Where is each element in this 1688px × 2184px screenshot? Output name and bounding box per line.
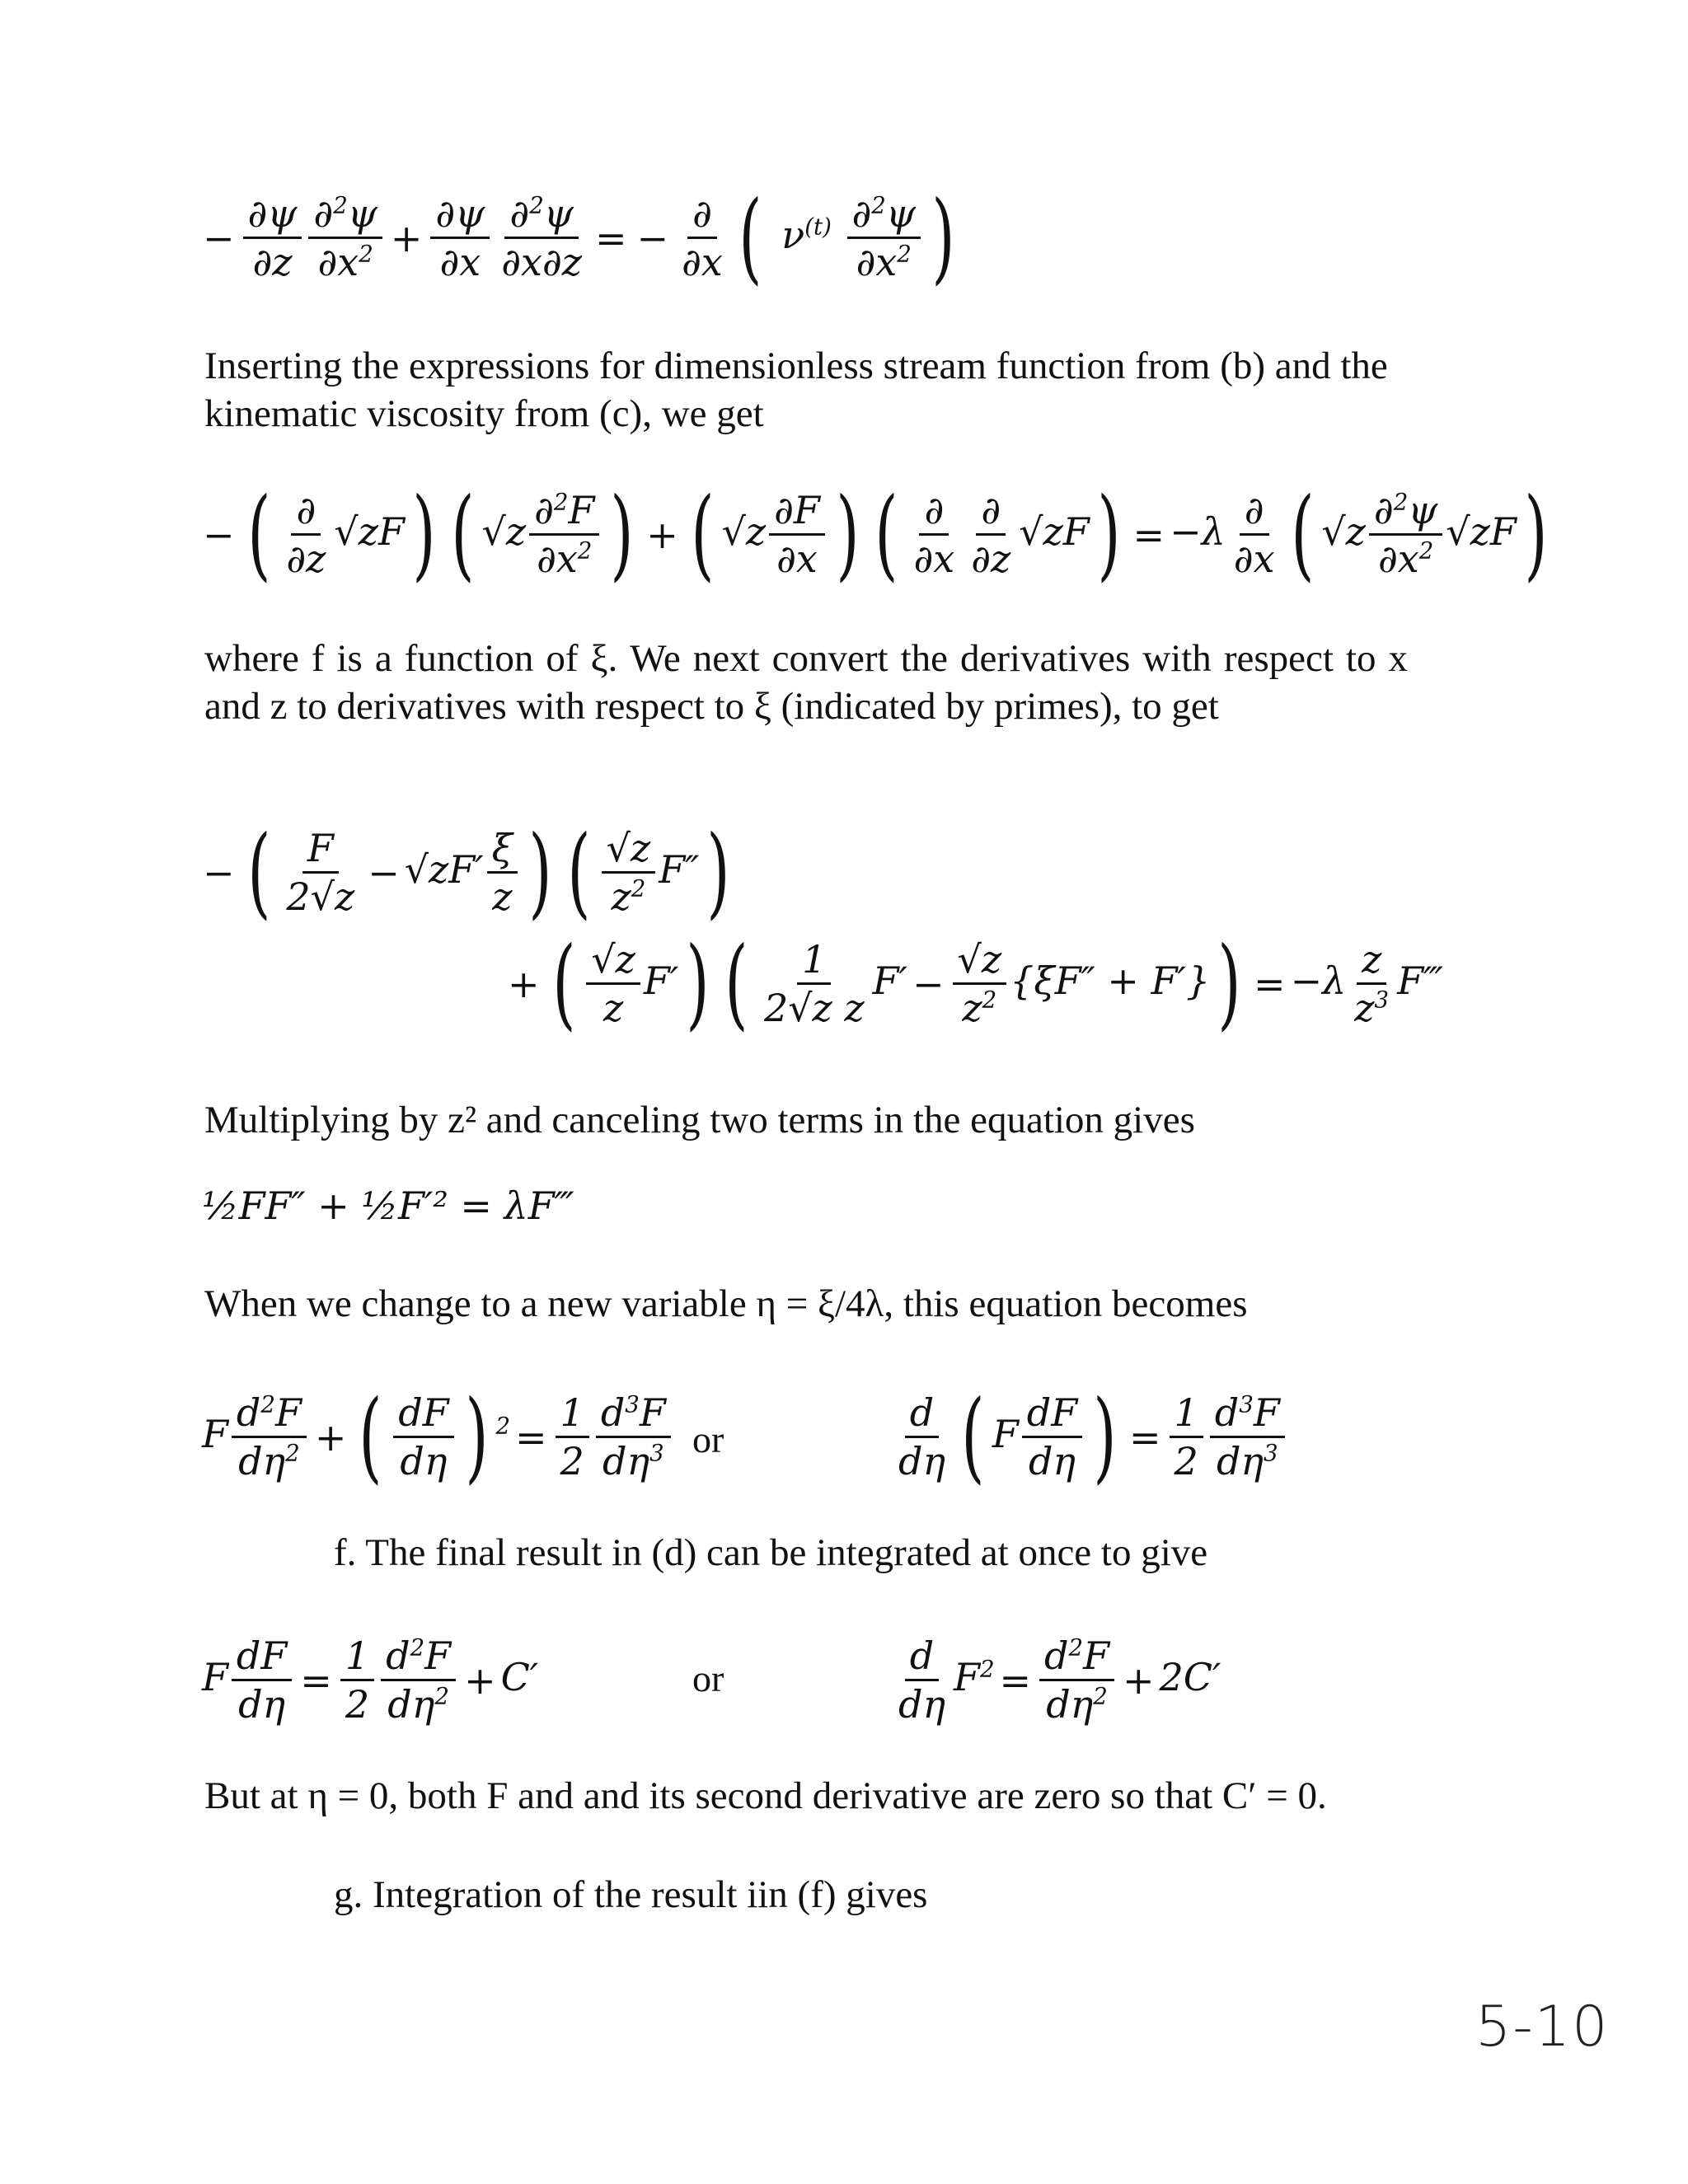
equation-integrated-left: F $\frac{dF}{d\eta}$ = $\frac{1}{2}$ $\frac{d^2F}{d\eta^2}$ + C′	[202, 1633, 539, 1727]
equation-substituted: − ( $\frac{\partial}{\partial z}$ √zF) ( √z $\frac{\partial^2F}{\partial x^2}$ ) + ( √z $\frac{\partial F}{\partial x}$ ) ( $\frac{\partial}{\partial x}$ $\frac{\partial}{\partial z}$ √zF) = −λ $\frac{\partial}{\partial x}$ ( √z $\frac{\partial^2\psi}{\partial x^2}$ √zF)	[203, 476, 1548, 592]
paragraph-5: f. The final result in (d) can be integrated at once to give	[334, 1531, 1208, 1574]
or-connector-2: or	[692, 1657, 724, 1699]
equation-eta-right: $\frac{d}{d\eta}$ ( F $\frac{dF}{d\eta}$ ) = $\frac{1}{2}$ $\frac{d^3F}{d\eta^3}$	[890, 1393, 1288, 1482]
equation-integrated-right: $\frac{d}{d\eta}$ $F^2$ = $\frac{d^2F}{d\eta^2}$ + 2C′	[898, 1633, 1221, 1727]
equation-simplified: ½FF″ + ½F′² = λF‴	[202, 1183, 574, 1228]
page-number: 5-10	[1475, 1994, 1610, 2060]
equation-momentum: − $\frac{\partial\psi}{\partial z}$ $\frac{\partial^2\psi}{\partial x^2}$ + $\frac{\partial\psi}{\partial x}$ $\frac{\partial^2\psi}{\partial x\partial z}$ = − $\frac{\partial}{\partial x}$ ( $\nu^{(t)}$ $\frac{\partial^2\psi}{\partial x^2}$ )	[203, 180, 955, 295]
paragraph-2: where f is a function of ξ. We next convert the derivatives with respect to x and z to derivatives with respect to ξ (indicated by primes), to get	[204, 637, 1408, 728]
or-connector-1: or	[692, 1418, 724, 1460]
equation-eta-left: F $\frac{d^2F}{d\eta^2}$ + ( $\frac{dF}{d\eta}$ ) $^2$ = $\frac{1}{2}$ $\frac{d^3F}{d\eta^3}$	[202, 1393, 674, 1482]
equation-derivatives-line2: + ( $\frac{√z}{z}$ F′) ( $\frac{1}{\text{2√z z}}$ F′ − $\frac{√z}{z^2}$ {ξF″ + F′}) = −λ $\frac{z}{z^3}$ F‴	[508, 926, 1443, 1041]
paragraph-3: Multiplying by z² and canceling two terms in the equation gives	[204, 1099, 1195, 1141]
paragraph-7: g. Integration of the result iin (f) gives	[334, 1873, 928, 1916]
paragraph-1: Inserting the expressions for dimensionless stream function from (b) and the kinematic viscosity from (c), we get	[204, 344, 1388, 435]
paragraph-4: When we change to a new variable η = ξ/4λ, this equation becomes	[204, 1282, 1248, 1325]
paragraph-6: But at η = 0, both F and and its second derivative are zero so that C′ = 0.	[204, 1774, 1327, 1817]
equation-derivatives-line1: − ( $\frac{F}{2√z}$ − √zF′ $\frac{\xi}{z}$ ) ( $\frac{√z}{z^2}$ F″)	[203, 814, 730, 930]
